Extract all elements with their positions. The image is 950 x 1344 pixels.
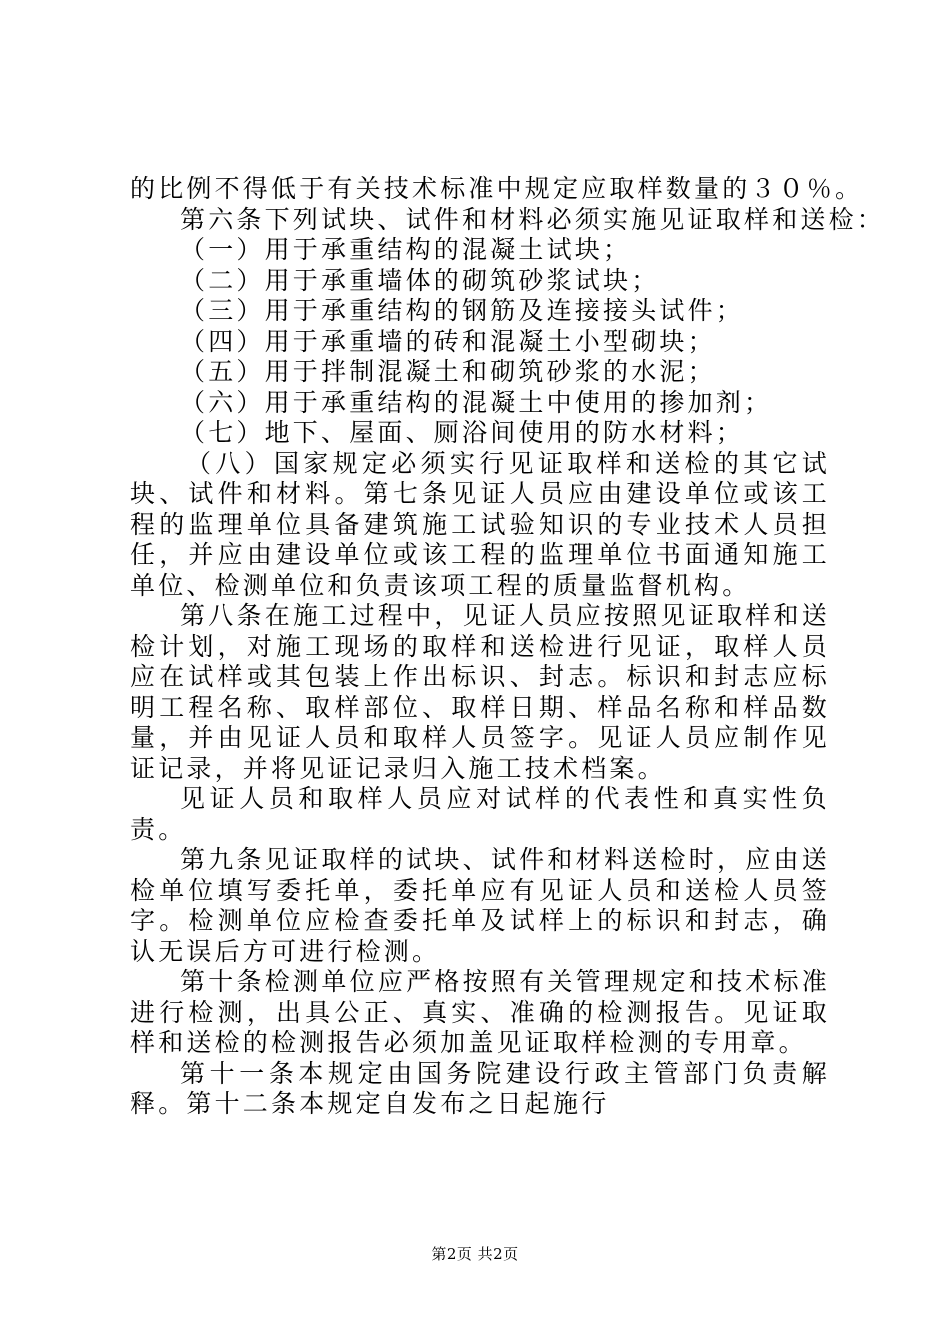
article-6-item-7: （七）地下、屋面、厕浴间使用的防水材料；	[180, 418, 745, 447]
article-6-heading: 第六条下列试块、试件和材料必须实施见证取样和送检：	[180, 204, 886, 234]
article-6-item-6: （六）用于承重结构的混凝土中使用的掺加剂；	[180, 387, 773, 417]
article-6-item-4: （四）用于承重墙的砖和混凝土小型砌块；	[180, 326, 716, 356]
paragraph-article-10: 第十条检测单位应严格按照有关管理规定和技术标准进行检测，出具公正、真实、准确的检测报告。见证取样和送检的检测报告必须加盖见证取样检测的专用章。	[130, 967, 830, 1057]
page-number: 第2页 共2页	[431, 1245, 519, 1263]
article-6-item-1: （一）用于承重结构的混凝土试块；	[180, 235, 632, 264]
paragraph-item-8-article-7: （八）国家规定必须实行见证取样和送检的其它试块、试件和材料。第七条见证人员应由建设单位或该工程的监理单位具备建筑施工试验知识的专业技术人员担任，并应由建设单位或该工程的监理单位书面通知施工单位、检测单位和负责该项工程的质量监督机构。	[130, 448, 830, 600]
paragraph-witness-responsibility: 见证人员和取样人员应对试样的代表性和真实性负责。	[130, 784, 830, 844]
continuation-line: 的比例不得低于有关技术标准中规定应取样数量的３０％。	[130, 174, 864, 203]
paragraph-article-11-12: 第十一条本规定由国务院建设行政主管部门负责解释。第十二条本规定自发布之日起施行	[130, 1058, 830, 1118]
article-6-item-2: （二）用于承重墙体的砌筑砂浆试块；	[180, 265, 660, 295]
article-6-item-3: （三）用于承重结构的钢筋及连接接头试件；	[180, 296, 745, 325]
article-6-item-5: （五）用于拌制混凝土和砌筑砂浆的水泥；	[180, 357, 716, 386]
document-body	[130, 174, 886, 1120]
paragraph-article-8: 第八条在施工过程中，见证人员应按照见证取样和送检计划，对施工现场的取样和送检进行见证，取样人员应在试样或其包装上作出标识、封志。标识和封志应标明工程名称、取样部位、取样日期、样品名称和样品数量，并由见证人员和取样人员签字。见证人员应制作见证记录，并将见证记录归入施工技术档案。	[130, 601, 830, 783]
paragraph-article-9: 第九条见证取样的试块、试件和材料送检时，应由送检单位填写委托单，委托单应有见证人员和送检人员签字。检测单位应检查委托单及试样上的标识和封志，确认无误后方可进行检测。	[130, 845, 830, 966]
